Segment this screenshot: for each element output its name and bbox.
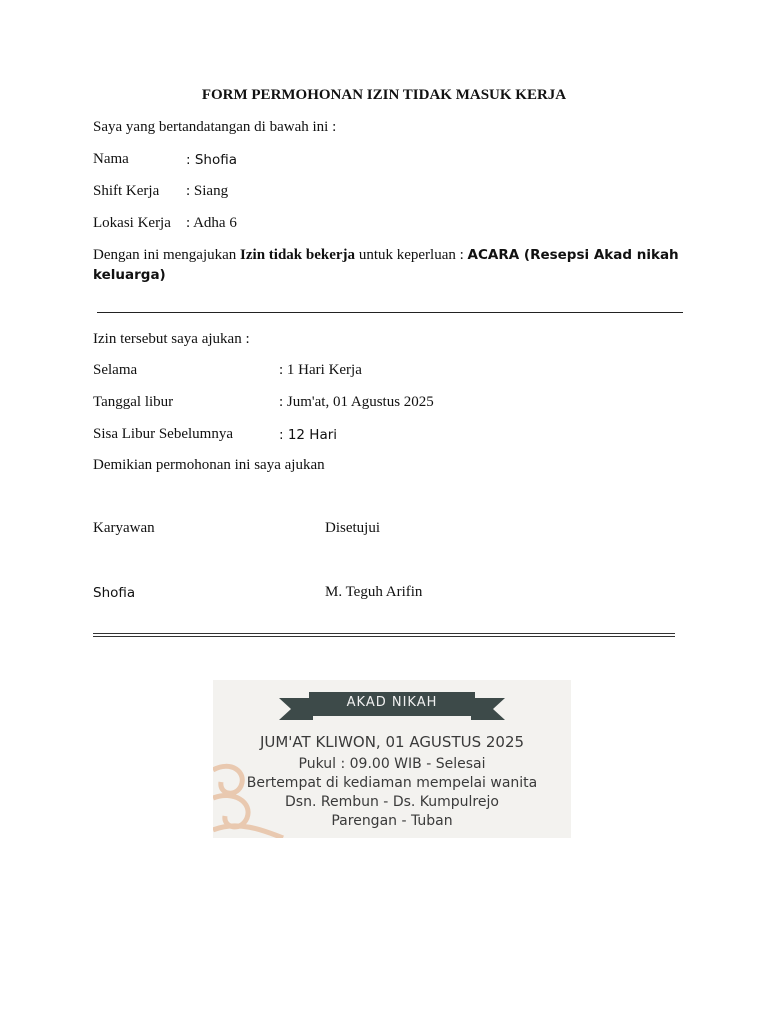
approver-label: Disetujui	[325, 520, 380, 536]
shift-value: : Siang	[186, 183, 229, 199]
lokasi-value: : Adha 6	[186, 215, 237, 231]
closing-text: Demikian permohonan ini saya ajukan	[93, 457, 325, 473]
employee-name: Shofia	[93, 585, 136, 601]
invitation-banner: AKAD NIKAH	[346, 695, 438, 710]
request-prefix: Dengan ini mengajukan	[93, 247, 241, 263]
sisa-value: : 12 Hari	[279, 427, 338, 443]
tanggal-label: Tanggal libur	[93, 394, 174, 410]
sisa-label: Sisa Libur Sebelumnya	[93, 426, 233, 442]
invitation-time: Pukul : 09.00 WIB - Selesai	[298, 756, 486, 772]
request-middle: untuk keperluan :	[355, 247, 468, 263]
invitation-image	[213, 680, 571, 838]
invitation-date: JUM'AT KLIWON, 01 AGUSTUS 2025	[259, 733, 525, 751]
shift-label: Shift Kerja	[93, 183, 160, 199]
request-purpose-cont: keluarga)	[93, 267, 166, 283]
approver-name: M. Teguh Arifin	[325, 584, 423, 600]
invitation-venue: Bertempat di kediaman mempelai wanita	[246, 775, 538, 791]
selama-value: : 1 Hari Kerja	[279, 362, 362, 378]
request-line	[93, 247, 679, 264]
invitation-address2: Parengan - Tuban	[331, 813, 453, 829]
lokasi-label: Lokasi Kerja	[93, 215, 171, 231]
double-separator	[93, 633, 675, 637]
leave-intro: Izin tersebut saya ajukan :	[93, 331, 250, 347]
employee-label: Karyawan	[93, 520, 155, 536]
selama-label: Selama	[93, 362, 138, 378]
intro-text: Saya yang bertandatangan di bawah ini :	[93, 119, 337, 135]
invitation-address1: Dsn. Rembun - Ds. Kumpulrejo	[285, 794, 499, 810]
request-purpose: ACARA (Resepsi Akad nikah	[467, 247, 679, 263]
form-title: FORM PERMOHONAN IZIN TIDAK MASUK KERJA	[201, 87, 567, 103]
request-bold: Izin tidak bekerja	[240, 247, 356, 263]
tanggal-value: : Jum'at, 01 Agustus 2025	[279, 394, 434, 410]
separator-line	[97, 312, 683, 313]
nama-label: Nama	[93, 151, 129, 167]
nama-value: : Shofia	[186, 152, 238, 168]
